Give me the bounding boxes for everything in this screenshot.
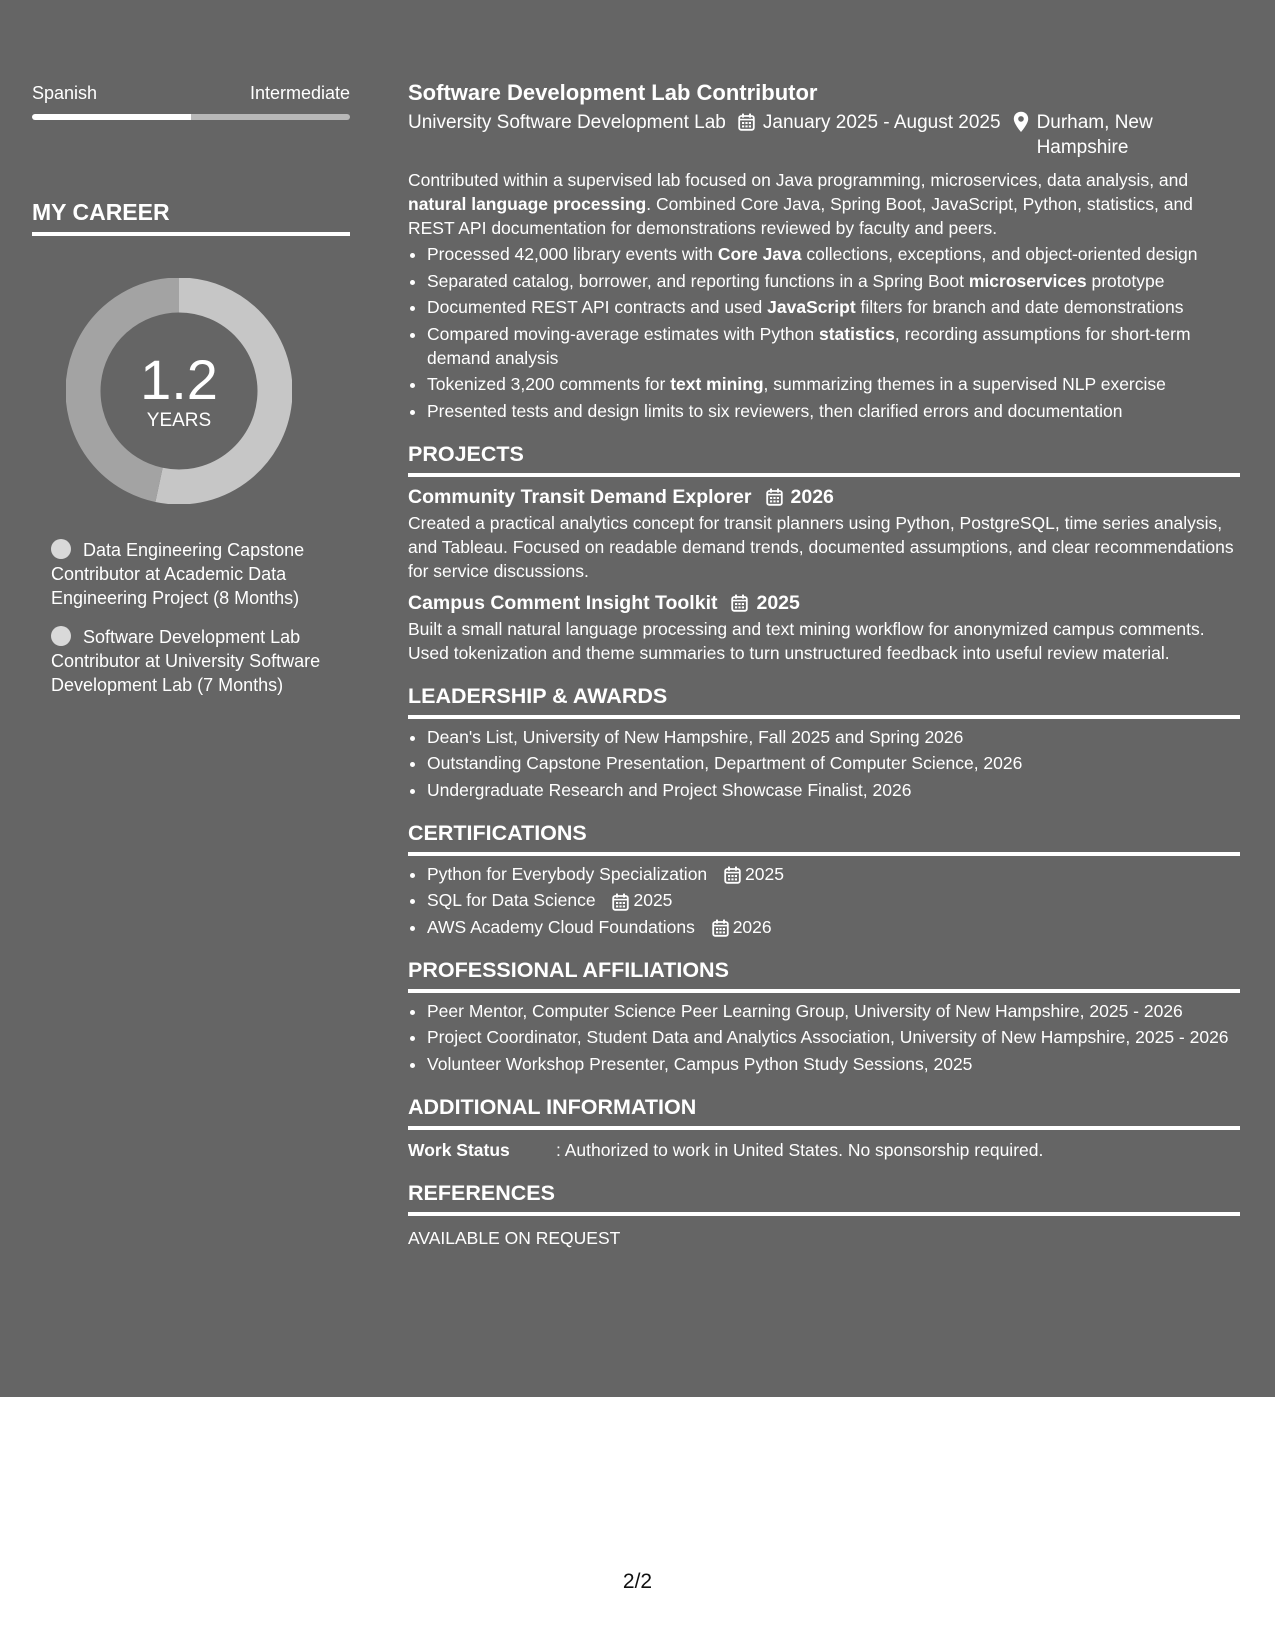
- job-summary-text: Contributed within a supervised lab focused on Java programming, microservices, data analysis, and: [408, 170, 1189, 190]
- references-section-title: REFERENCES: [408, 1178, 1240, 1216]
- language-name: Spanish: [32, 83, 98, 103]
- calendar-icon: [612, 893, 629, 911]
- career-item-text: Software Development Lab Contributor at University Software Development Lab (7 Months): [51, 627, 321, 695]
- affiliations-list: [408, 999, 1240, 1076]
- career-list: [32, 538, 350, 697]
- achievement-item: [427, 372, 1240, 396]
- achievement-keyword: statistics: [819, 323, 895, 344]
- project-name: Community Transit Demand Explorer: [408, 485, 752, 508]
- job-summary: [408, 168, 1240, 240]
- leadership-item: • Dean's List, University of New Hampshire, Fall 2025 and Spring 2026: [427, 725, 1240, 749]
- main-content: [408, 78, 1240, 1250]
- career-donut-chart: [66, 278, 292, 504]
- project-year: 2025: [756, 591, 800, 614]
- language-level: Intermediate: [249, 83, 350, 103]
- certification-item: [427, 888, 1240, 912]
- career-bullet-dot: [51, 539, 71, 559]
- achievement-text: Tokenized 3,200 comments for: [427, 374, 671, 394]
- affiliations-section-title: PROFESSIONAL AFFILIATIONS: [408, 955, 1240, 993]
- calendar-icon: [731, 594, 748, 612]
- calendar-icon: [712, 919, 729, 937]
- job-dates: [738, 110, 1001, 135]
- career-total-years: 1.2: [140, 348, 218, 411]
- project-name: Campus Comment Insight Toolkit: [408, 591, 718, 614]
- calendar-icon: [738, 113, 755, 131]
- job-location-text: Durham, New Hampshire: [1036, 112, 1153, 158]
- certification-name: AWS Academy Cloud Foundations: [427, 916, 695, 937]
- achievement-item: [427, 242, 1240, 266]
- certification-name: SQL for Data Science: [427, 890, 596, 910]
- certification-year: 2026: [732, 916, 772, 937]
- project-year: 2026: [790, 485, 834, 508]
- job-location: [1013, 110, 1187, 160]
- calendar-icon: [766, 488, 783, 506]
- projects-section-title: PROJECTS: [408, 439, 1240, 477]
- achievement-text: collections, exceptions, and object-oriented design: [801, 244, 1198, 264]
- achievement-text: Presented tests and design limits to six reviewers, then clarified errors and documentation: [427, 400, 1123, 421]
- calendar-icon: [724, 866, 741, 884]
- achievement-item: [427, 399, 1240, 423]
- career-years-unit: YEARS: [146, 410, 212, 431]
- career-item: [51, 625, 350, 697]
- achievement-text: Documented REST API contracts and used: [427, 297, 768, 317]
- career-bullet-dot: [51, 626, 71, 646]
- achievement-text: Compared moving-average estimates with Python: [427, 323, 819, 344]
- sidebar: [32, 80, 350, 712]
- job-title: Software Development Lab Contributor: [408, 80, 818, 105]
- achievement-item: [427, 322, 1240, 370]
- achievement-item: [427, 269, 1240, 293]
- leadership-item: • Outstanding Capstone Presentation, Department of Computer Science, 2026: [427, 751, 1240, 775]
- project-header: [408, 483, 1240, 511]
- language-row: [32, 80, 350, 106]
- certification-year: 2025: [745, 863, 784, 884]
- achievement-item: [427, 295, 1240, 319]
- project-entry: [408, 483, 1240, 583]
- achievement-text: Separated catalog, borrower, and reporting functions in a Spring Boot: [427, 270, 969, 291]
- certification-item: [427, 915, 1240, 939]
- work-status-value: : Authorized to work in United States. No sponsorship required.: [556, 1139, 1044, 1160]
- career-donut-label: [66, 350, 292, 432]
- references-text: AVAILABLE ON REQUEST: [408, 1227, 621, 1248]
- language-entry: [32, 80, 350, 120]
- project-entry: [408, 589, 1240, 665]
- work-status-row: [408, 1138, 1240, 1162]
- job-dates-text: January 2025 - August 2025: [762, 112, 1001, 133]
- certification-year: 2025: [633, 890, 673, 910]
- affiliation-item: • Volunteer Workshop Presenter, Campus Python Study Sessions, 2025: [427, 1052, 1240, 1076]
- career-item-text: Data Engineering Capstone Contributor at Academic Data Engineering Project (8 Months): [51, 540, 305, 608]
- certification-item: [427, 862, 1240, 886]
- certifications-section-title: CERTIFICATIONS: [408, 818, 1240, 856]
- job-achievements-list: [408, 242, 1240, 423]
- leadership-item: • Undergraduate Research and Project Showcase Finalist, 2026: [427, 778, 1240, 802]
- job-organization: University Software Development Lab: [408, 112, 726, 133]
- certification-name: Python for Everybody Specialization: [427, 863, 708, 884]
- language-proficiency-bar: [32, 114, 350, 120]
- work-status-label: Work Status: [408, 1139, 510, 1160]
- achievement-text: , recording assumptions for short-term demand analysis: [427, 323, 1191, 368]
- project-description: Built a small natural language processing and text mining workflow for anonymized campus comments. Used tokenization and theme summaries to turn unstructured feedback into useful review material.: [408, 618, 1205, 663]
- job-summary-keyword: natural language processing: [408, 194, 647, 214]
- career-section-title: MY CAREER: [32, 196, 350, 236]
- map-pin-icon: [1013, 111, 1029, 133]
- achievement-text: prototype: [1086, 270, 1165, 291]
- achievement-keyword: text mining: [670, 374, 764, 394]
- achievement-text: filters for branch and date demonstrations: [855, 297, 1184, 317]
- leadership-section-title: LEADERSHIP & AWARDS: [408, 681, 1240, 719]
- certifications-list: [408, 862, 1240, 939]
- job-summary-text: . Combined Core Java, Spring Boot, JavaScript, Python, statistics, and REST API documentation for demonstrations reviewed by faculty and peers.: [408, 194, 1193, 238]
- achievement-keyword: JavaScript: [767, 297, 856, 317]
- affiliation-item: • Peer Mentor, Computer Science Peer Learning Group, University of New Hampshire, 2025 - 2026: [427, 999, 1240, 1023]
- additional-info-section-title: ADDITIONAL INFORMATION: [408, 1092, 1240, 1130]
- achievement-text: Processed 42,000 library events with: [427, 244, 718, 264]
- project-description: Created a practical analytics concept for transit planners using Python, PostgreSQL, time series analysis, and Tableau. Focused on readable demand trends, documented assumptions, and clear recommendations for service discussions.: [408, 512, 1234, 581]
- language-proficiency-fill: [32, 114, 191, 120]
- certification-date: [712, 915, 772, 939]
- certification-date: [612, 888, 672, 912]
- leadership-list: [408, 725, 1240, 802]
- certification-date: [724, 862, 784, 886]
- page-number: 2/2: [622, 1570, 653, 1593]
- project-header: [408, 589, 1240, 617]
- job-meta: [408, 110, 1240, 160]
- career-item: [51, 538, 350, 610]
- affiliation-item: • Project Coordinator, Student Data and Analytics Association, University of New Hampshire, 2025 - 2026: [427, 1025, 1240, 1049]
- experience-entry: [408, 78, 1240, 423]
- achievement-keyword: microservices: [968, 270, 1087, 291]
- achievement-keyword: Core Java: [717, 244, 802, 264]
- achievement-text: , summarizing themes in a supervised NLP exercise: [763, 374, 1166, 394]
